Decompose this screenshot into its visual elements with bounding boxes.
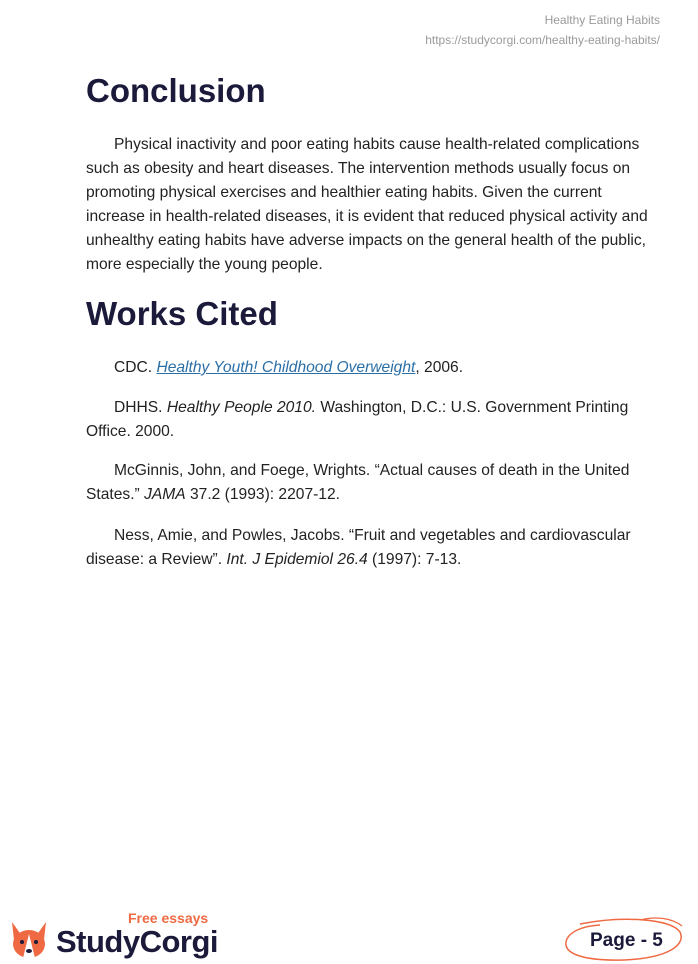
citation-entry (86, 459, 656, 507)
works-cited-heading: Works Cited (86, 295, 278, 332)
citation-text: , 2006. (415, 359, 464, 376)
citation-link[interactable]: Healthy Youth! Childhood Overweight (156, 359, 416, 376)
page-number-badge (560, 914, 686, 962)
citation-text: (1997): 7-13. (367, 551, 462, 568)
citation-text: CDC. (114, 359, 157, 376)
citation-title: JAMA (144, 486, 186, 503)
logo-tagline: Free essays (128, 910, 209, 926)
citation-entry (86, 524, 656, 572)
conclusion-paragraph (86, 133, 656, 277)
logo-wordmark: StudyCorgi (56, 924, 219, 959)
citation-title: Int. J Epidemiol 26.4 (226, 551, 368, 568)
conclusion-heading: Conclusion (86, 72, 266, 109)
page-number: Page - 5 (590, 930, 663, 951)
citation-text: McGinnis, John, and Foege, Wrights. “Actual causes of death in the United States.” (86, 462, 630, 503)
header-url[interactable]: https://studycorgi.com/healthy-eating-habits/ (425, 33, 660, 47)
conclusion-text: Physical inactivity and poor eating habits cause health-related complications such as obesity and heart diseases. The intervention methods usually focus on promoting physical exercises and healthier eating habits. Given the current increase in health-related diseases, it is evident that reduced physical activity and unhealthy eating habits have adverse impacts on the general health of the public, more especially the young people. (86, 136, 648, 273)
citation-text: DHHS. (114, 399, 167, 416)
citation-entry (86, 396, 656, 444)
studycorgi-logo[interactable] (8, 910, 228, 960)
citation-entry (86, 356, 656, 380)
citation-text: Ness, Amie, and Powles, Jacobs. “Fruit and vegetables and cardiovascular disease: a Review”. (86, 527, 631, 568)
citation-text: Washington, D.C.: U.S. Government Printing Office. 2000. (86, 399, 629, 440)
corgi-icon (8, 920, 50, 960)
citation-text: 37.2 (1993): 2207-12. (185, 486, 340, 503)
header-doc-title: Healthy Eating Habits (544, 13, 660, 27)
citation-title: Healthy People 2010. (166, 399, 316, 416)
